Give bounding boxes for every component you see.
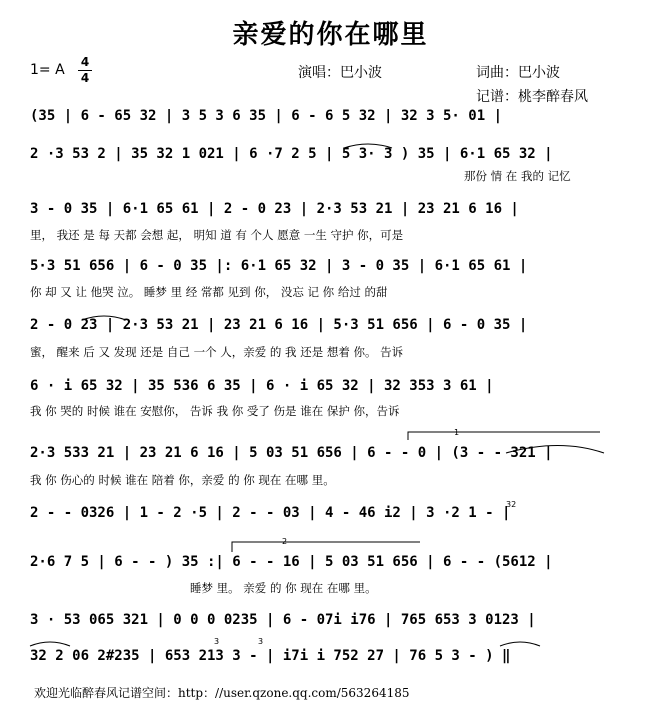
slur-5 (500, 642, 540, 646)
score-row-4-lyrics: 你 却 又 让 他哭 泣。 睡梦 里 经 常都 见到 你， 没忘 记 你 给过 的甜 (30, 285, 388, 299)
key-signature: 1= A (30, 62, 65, 78)
time-sig-bottom: 4 (80, 71, 90, 85)
score-row-3-lyrics: 里， 我还 是 每 天都 会想 起， 明知 道 有 个人 愿意 一生 守护 你，可是 (30, 228, 404, 242)
score-row-3-notes: 3 - 0 35 | 6·1 65 61 | 2 - 0 23 | 2·3 53 21 | 23 21 6 16 | (30, 201, 519, 217)
score-row-4-notes: 5·3 51 656 | 6 - 0 35 |: 6·1 65 32 | 3 - 0 35 | 6·1 65 61 | (30, 258, 528, 274)
score-row-9-lyrics: 睡梦 里。 亲爱 的 你 现在 在哪 里。 (190, 581, 377, 595)
score-row-2-notes: 2 ·3 53 2 | 35 32 1 021 | 6 ·7 2 5 | 5 3· 3 ) 35 | 6·1 65 32 | (30, 146, 553, 162)
song-title: 亲爱的你在哪里 (232, 20, 429, 50)
footer-credit: 欢迎光临醉春风记谱空间：http：//user.qzone.qq.com/563264185 (34, 686, 410, 700)
score-row-9-notes: 2·6 7 5 | 6 - - ) 35 :| 6 - - 16 | 5 03 51 656 | 6 - - (5612 | (30, 554, 553, 570)
score-row-6-lyrics: 我 你 哭的 时候 谁在 安慰你， 告诉 我 你 受了 伤是 谁在 保护 你，告诉 (30, 404, 400, 418)
score-row-1-notes: (35 | 6 - 65 32 | 3 5 3 6 35 | 6 - 6 5 32 | 32 3 5· 01 | (30, 108, 503, 124)
score-row-6-notes: 6 · i 65 32 | 35 536 6 35 | 6 · i 65 32 | 32 353 3 61 | (30, 378, 494, 394)
slur-1 (506, 446, 604, 454)
triplet-mark: 3 (214, 637, 220, 646)
singer-credit: 演唱：巴小波 (298, 65, 382, 81)
volta-1-label: 1 (454, 428, 460, 437)
volta-2-bracket (232, 542, 420, 552)
score-row-8-notes: 2 - - 0326 | 1 - 2 ·5 | 2 - - 03 | 4 - 46 i2 | 3 ·2 1 - | (30, 505, 511, 521)
slur-2 (344, 144, 392, 148)
score-row-7-notes: 2·3 533 21 | 23 21 6 16 | 5 03 51 656 | 6 - - 0 | (3 - - 321 | (30, 445, 553, 461)
score-row-11-notes: 32 2 06 2#235 | 653 213 3 - | i7i i 752 27 | 76 5 3 - ) ‖ (30, 648, 511, 664)
score-row-5-notes: 2 - 0 23 | 2·3 53 21 | 23 21 6 16 | 5·3 51 656 | 6 - 0 35 | (30, 317, 528, 333)
time-sig-top: 4 (80, 55, 90, 69)
score-row-2-lyrics: 那份 情 在 我的 记忆 (464, 169, 571, 183)
composer-credit: 词曲：巴小波 (476, 65, 560, 81)
volta-2-label: 2 (282, 537, 288, 546)
score-row-5-lyrics: 蜜， 醒来 后 又 发现 还是 自己 一个 人，亲爱 的 我 还是 想着 你。 告诉 (30, 345, 404, 359)
score-row-7-lyrics: 我 你 伤心的 时候 谁在 陪着 你，亲爱 的 你 现在 在哪 里。 (30, 473, 335, 487)
slur-3 (82, 316, 126, 320)
score-row-10-notes: 3 · 53 065 321 | 0 0 0 0235 | 6 - 07i i76 | 765 653 3 0123 | (30, 612, 536, 628)
volta-1-bracket (408, 432, 600, 440)
triplet-mark-2: 3 (258, 637, 264, 646)
grace-note: 32 (506, 500, 517, 509)
slur-4 (30, 642, 70, 646)
transcriber-credit: 记谱：桃李醉春风 (476, 89, 588, 105)
